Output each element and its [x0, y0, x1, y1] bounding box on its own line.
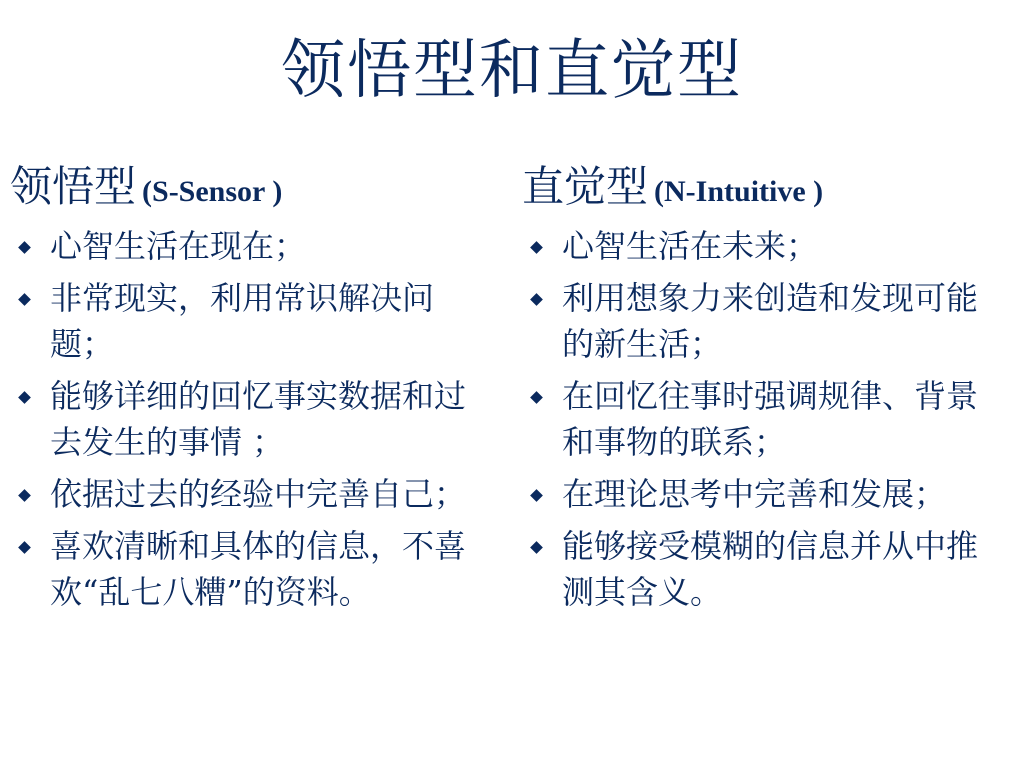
list-item — [10, 523, 490, 615]
list-item — [522, 275, 982, 367]
list-item — [10, 275, 490, 367]
diamond-bullet-icon — [530, 541, 543, 554]
list-item — [10, 373, 490, 465]
sensor-heading — [10, 158, 500, 221]
list-item-text: 在回忆往事时强调规律、背景和事物的联系； — [562, 377, 979, 461]
list-item — [522, 373, 982, 465]
diamond-bullet-icon — [18, 391, 31, 404]
diamond-bullet-icon — [18, 489, 31, 502]
diamond-bullet-icon — [18, 293, 31, 306]
diamond-bullet-icon — [18, 541, 31, 554]
diamond-bullet-icon — [18, 241, 31, 254]
list-item-text: 利用想象力来创造和发现可能的新生活； — [562, 279, 979, 363]
list-item — [10, 471, 490, 517]
diamond-bullet-icon — [530, 293, 543, 306]
sensor-list — [10, 223, 500, 615]
list-item — [10, 223, 490, 269]
intuitive-column — [522, 158, 1002, 621]
list-item — [522, 523, 982, 615]
list-item-text: 喜欢清晰和具体的信息，不喜欢“乱七八糟”的资料。 — [50, 527, 467, 611]
diamond-bullet-icon — [530, 241, 543, 254]
list-item-text: 能够详细的回忆事实数据和过去发生的事情 ； — [50, 377, 467, 461]
intuitive-heading-cn: 直觉型 — [522, 162, 649, 211]
list-item-text: 心智生活在未来； — [562, 227, 819, 265]
sensor-heading-cn: 领悟型 — [10, 162, 137, 211]
sensor-heading-en: (S-Sensor ) — [142, 175, 283, 208]
diamond-bullet-icon — [530, 391, 543, 404]
sensor-column — [10, 158, 500, 621]
intuitive-heading — [522, 158, 1002, 221]
list-item — [522, 223, 982, 269]
diamond-bullet-icon — [530, 489, 543, 502]
list-item-text: 依据过去的经验中完善自己； — [50, 475, 467, 513]
slide-title: 领悟型和直觉型 — [281, 34, 743, 108]
list-item — [522, 471, 982, 517]
intuitive-list — [522, 223, 1002, 615]
list-item-text: 在理论思考中完善和发展； — [562, 475, 947, 513]
list-item-text: 心智生活在现在； — [50, 227, 307, 265]
list-item-text: 非常现实，利用常识解决问题； — [50, 279, 435, 363]
intuitive-heading-en: (N-Intuitive ) — [654, 175, 824, 208]
list-item-text: 能够接受模糊的信息并从中推测其含义。 — [562, 527, 979, 611]
